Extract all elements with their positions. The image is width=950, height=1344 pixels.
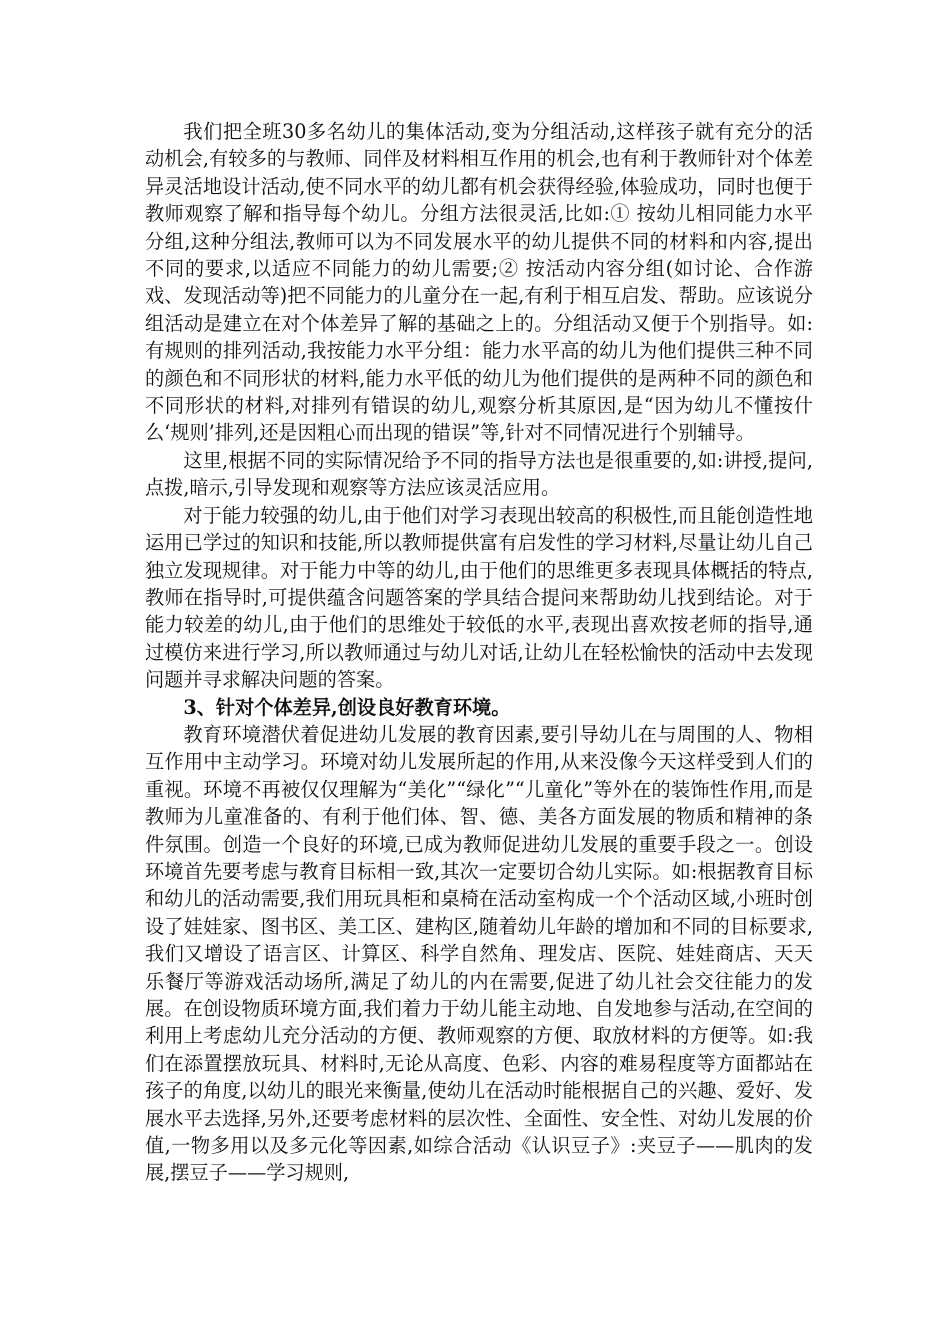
paragraph-grouping-activities: 我们把全班30多名幼儿的集体活动,变为分组活动,这样孩子就有充分的活动机会,有较多的与教师、同伴及材料相互作用的机会,也有利于教师针对个体差异灵活地设计活动,使不同水平的幼儿都有机会获得经验,体验成功，同时也便于教师观察了解和指导每个幼儿。分组方法很灵活,比如:① 按幼儿相同能力水平分组,这种分组法,教师可以为不同发展水平的幼儿提供不同的材料和内容,提出不同的要求,以适应不同能力的幼儿需要;② 按活动内容分组(如讨论、合作游戏、发现活动等)把不同能力的儿童分在一起,有利于相互启发、帮助。应该说分组活动是建立在对个体差异了解的基础之上的。分组活动又便于个别指导。如:有规则的排列活动,我按能力水平分组：能力水平高的幼儿为他们提供三种不同的颜色和不同形状的材料,能力水平低的幼儿为他们提供的是两种不同的颜色和不同形状的材料,对排列有错误的幼儿,观察分析其原因,是“因为幼儿不懂按什么‘规则’排列,还是因粗心而出现的错误”等,针对不同情况进行个别辅导。 [145,120,813,445]
section-heading: 3、针对个体差异,创设良好教育环境。 [183,695,511,719]
paragraph-education-environment: 教育环境潜伏着促进幼儿发展的教育因素,要引导幼儿在与周围的人、物相互作用中主动学习。环境对幼儿发展所起的作用,从来没像今天这样受到人们的重视。环境不再被仅仅理解为“美化”“绿化”“儿童化”等外在的装饰性作用,而是教师为儿童准备的、有利于他们体、智、德、美各方面发展的物质和精神的条件氛围。创造一个良好的环境,已成为教师促进幼儿发展的重要手段之一。创设环境首先要考虑与教育目标相一致,其次一定要切合幼儿实际。如:根据教育目标和幼儿的活动需要,我们用玩具柜和桌椅在活动室构成一个个活动区域,小班时创设了娃娃家、图书区、美工区、建构区,随着幼儿年龄的增加和不同的目标要求,我们又增设了语言区、计算区、科学自然角、理发店、医院、娃娃商店、天天乐餐厅等游戏活动场所,满足了幼儿的内在需要,促进了幼儿社会交往能力的发展。在创设物质环境方面,我们着力于幼儿能主动地、自发地参与活动,在空间的利用上考虑幼儿充分活动的方便、教师观察的方便、取放材料的方便等。如:我们在添置摆放玩具、材料时,无论从高度、色彩、内容的难易程度等方面都站在孩子的角度,以幼儿的眼光来衡量,使幼儿在活动时能根据自己的兴趣、爱好、发展水平去选择,另外,还要考虑材料的层次性、全面性、安全性、对幼儿发展的价值,一物多用以及多元化等因素,如综合活动《认识豆子》:夹豆子——肌肉的发展,摆豆子——学习规则, [145,722,813,1185]
document-page [145,118,813,1187]
paragraph-guidance-methods: 这里,根据不同的实际情况给予不同的指导方法也是很重要的,如:讲授,提问,点拨,暗示,引导发现和观察等方法应该灵活应用。 [145,448,813,500]
paragraph-ability-levels: 对于能力较强的幼儿,由于他们对学习表现出较高的积极性,而且能创造性地运用已学过的知识和技能,所以教师提供富有启发性的学习材料,尽量让幼儿自己独立发现规律。对于能力中等的幼儿,由于他们的思维更多表现具体概括的特点,教师在指导时,可提供蕴含问题答案的学具结合提问来帮助幼儿找到结论。对于能力较差的幼儿,由于他们的思维处于较低的水平,表现出喜欢按老师的指导,通过模仿来进行学习,所以教师通过与幼儿对话,让幼儿在轻松愉快的活动中去发现问题并寻求解决问题的答案。 [145,503,813,692]
